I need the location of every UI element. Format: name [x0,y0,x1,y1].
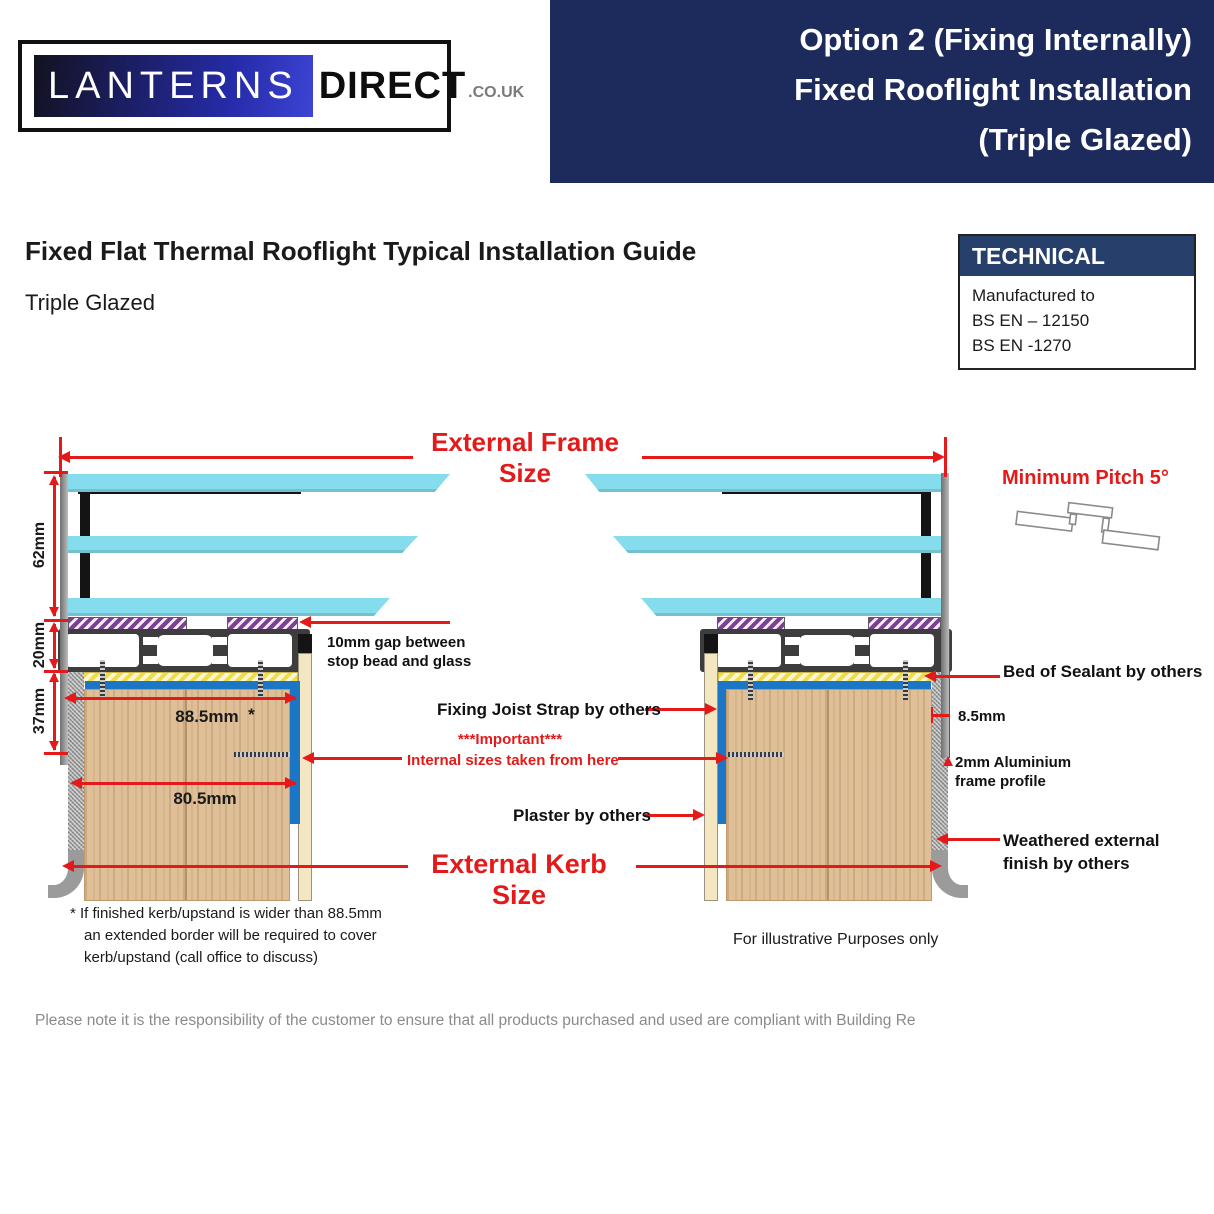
sealant-label: Bed of Sealant by others [1003,662,1203,681]
dimension-arrowhead [49,659,59,669]
aluminium-frame-profile-left [58,629,310,674]
dimension-line-62mm [53,477,56,616]
footnote-line: * If finished kerb/upstand is wider than 88.5mm [70,905,382,922]
important-label: ***Important*** [457,731,563,748]
dimension-arrowhead [936,833,948,845]
lanterns-direct-logo [18,40,525,132]
alu-profile-line: 2mm Aluminium [955,754,1072,771]
logo-gradient-block [34,55,313,117]
fixing-screw [234,752,290,757]
dimension-tick [931,707,933,723]
dimension-arrowhead [285,692,297,704]
glass-pane [68,536,418,553]
fixing-screw [728,752,784,757]
dimension-line-80-5 [74,782,296,785]
technical-header: TECHNICAL [960,236,1194,276]
dimension-tick [932,714,950,717]
footnote-line: an extended border will be required to cover [84,927,377,944]
external-kerb-size-label: External Kerb Size [431,849,607,910]
dimension-arrowhead [693,809,705,821]
min-pitch-sketch [1012,496,1162,560]
dimension-label-88-5 [150,707,280,727]
glass-pane [68,474,450,492]
min-pitch-label: Minimum Pitch 5° [1002,467,1169,489]
plaster-label: Plaster by others [513,806,651,825]
glass-pane [613,536,947,553]
page-subtitle: Triple Glazed [25,290,156,315]
banner-line-2: Fixed Rooflight Installation [794,72,1192,107]
dimension-arrowhead [49,672,59,682]
gap-note-line: 10mm gap between [327,634,466,651]
dimension-label-37mm: 37mm [31,687,48,735]
kerb-size-line [636,865,932,868]
gap-note-line: stop bead and glass [327,653,472,670]
logo-brand-secondary: DIRECT [318,64,467,107]
sealant-arrow [934,675,1000,678]
joist-strap-horizontal-left [85,681,298,689]
glass-pane [641,598,947,616]
dimension-arrowhead [49,475,59,485]
dimension-arrowhead [49,741,59,751]
dimension-tick [44,471,68,474]
weathered-finish-foot-right [932,850,968,898]
dimension-line-88-5 [68,697,296,700]
glass-pane [68,598,390,616]
banner-line-1: Option 2 (Fixing Internally) [799,22,1192,57]
dimension-arrowhead [716,752,728,764]
dimension-arrowhead [49,622,59,632]
technical-line: Manufactured to [972,286,1095,305]
dimension-tick [44,752,68,755]
kerb-size-line [70,865,408,868]
dimension-arrowhead [70,777,82,789]
dimension-arrowhead [285,777,297,789]
dimension-arrowhead [705,703,717,715]
internal-sizes-arrow-right [618,757,718,760]
weathered-line: Weathered external [1003,831,1160,850]
title-banner [550,0,1214,183]
illustrative-note: For illustrative Purposes only [733,931,939,948]
technical-box [958,234,1196,370]
alu-profile-label [955,753,1071,791]
external-frame-size-label: External Frame Size [431,427,619,488]
kerb-footnote [70,903,382,969]
timber-kerb-right [726,689,932,901]
fixing-screw [903,660,908,700]
compliance-disclaimer: Please note it is the responsibility of the customer to ensure that all products purchased and used are compliant with Building Re [35,1012,916,1029]
frame-size-line [642,456,935,459]
fixing-screw [100,660,105,700]
kerb-seam [827,690,829,900]
banner-line-3: (Triple Glazed) [978,122,1192,157]
fixing-screw [748,660,753,700]
dimension-arrowhead [299,616,311,628]
fixing-screw [258,660,263,700]
dimension-line-37mm [53,674,56,750]
dimension-arrowhead [930,860,942,872]
dimension-arrowhead [302,752,314,764]
technical-line: BS EN -1270 [972,336,1072,355]
fixing-strap-label: Fixing Joist Strap by others [437,700,661,719]
plasterboard-left [298,653,312,901]
dimension-arrowhead [58,451,70,463]
weathered-arrow [946,838,1000,841]
weathered-line: finish by others [1003,854,1130,873]
dimension-arrowhead [64,692,76,704]
alu-profile-line: frame profile [955,773,1046,790]
footnote-star: * [248,705,255,724]
aluminium-frame-profile-right [700,629,952,674]
plaster-arrow [645,814,695,817]
dimension-value: 88.5mm [175,707,239,726]
gap-note-label [327,633,471,671]
dimension-arrowhead [943,756,953,766]
dimension-label-80-5: 80.5mm [173,789,237,808]
technical-body [960,276,1194,368]
dimension-label-8-5: 8.5mm [958,708,1006,725]
dimension-arrowhead [62,860,74,872]
frame-size-line [66,456,413,459]
footnote-line: kerb/upstand (call office to discuss) [84,949,319,966]
weathered-finish-foot-left [48,850,84,898]
dimension-label-20mm: 20mm [31,621,48,669]
stop-bead-right [704,634,718,653]
logo-brand-primary: LANTERNS [48,64,299,107]
plasterboard-right [704,653,718,901]
dimension-arrowhead [933,451,945,463]
gap-arrow-line [307,621,450,624]
internal-sizes-label: Internal sizes taken from here [407,752,619,769]
weathered-label [1003,829,1160,875]
internal-sizes-arrow-left [312,757,402,760]
page-title: Fixed Flat Thermal Rooflight Typical Installation Guide [25,236,697,266]
dimension-label-62mm: 62mm [31,521,48,569]
stop-bead-left [298,634,312,653]
dimension-arrowhead [924,670,936,682]
dimension-arrowhead [49,607,59,617]
logo-tld: .CO.UK [468,84,525,101]
technical-line: BS EN – 12150 [972,311,1090,330]
